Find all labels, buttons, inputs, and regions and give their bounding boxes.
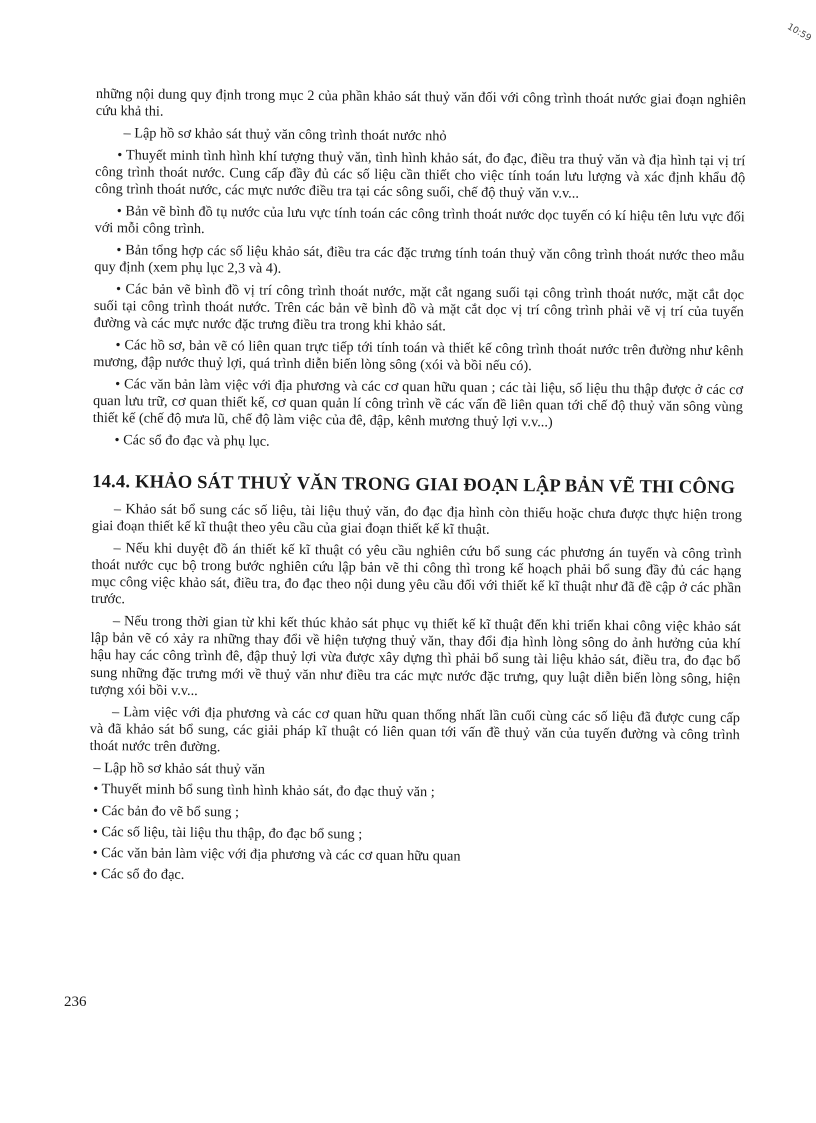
section1-item-4: • Các bản vẽ bình đồ vị trí công trình thoát nước, mặt cắt ngang suối tại công trình thoát nước, mặt cắt dọc suối tại công trình thoát nước. Trên các bản vẽ bình đồ và mặt cắt dọc vị trí công trình phải vẽ vị trí của tuyến đường và các mực nước đặc trưng điều tra trong khi khảo sát. [93,280,745,335]
page-number: 236 [64,994,87,1010]
list-item: • Các bản đo vẽ bổ sung ; [92,802,240,821]
section2-paragraph-1: – Khảo sát bổ sung các số liệu, tài liệu thuỷ văn, đo đạc địa hình còn thiếu hoặc chưa được thực hiện trong giai đoạn thiết kế kĩ thuật theo yêu cầu của giai đoạn thiết kế kĩ thuật. [91,501,742,538]
section2-list [88,781,739,889]
section1-item-5: • Các hồ sơ, bản vẽ có liên quan trực tiếp tới tính toán và thiết kế công trình thoát nước trên đường như kênh mương, đập nước thuỷ lợi, quá trình diễn biến lòng sông (xói và bồi nếu có). [93,336,744,375]
corner-mark: 10:59 [785,22,813,44]
section2-paragraph-4: – Làm việc với địa phương và các cơ quan hữu quan thống nhất lần cuối cùng các số liệu đã được cung cấp và đã khảo sát bổ sung, các giải pháp kĩ thuật có liên quan tới vấn đề thuỷ văn của tuyến đường và công trình thoát nước trên đường. [89,703,741,756]
list-item: • Thuyết minh bổ sung tình hình khảo sát, đo đạc thuỷ văn ; [93,781,435,801]
section-heading: 14.4. KHẢO SÁT THUỶ VĂN TRONG GIAI ĐOẠN LẬP BẢN VẼ THI CÔNG [92,471,736,499]
section1-item-3: • Bản tổng hợp các số liệu khảo sát, điều tra các đặc trưng tính toán thuỷ văn công trình thoát nước theo mẫu quy định (xem phụ lục 2,3 và 4). [94,241,745,277]
section1-item-1: • Thuyết minh tình hình khí tượng thuỷ văn, tình hình khảo sát, đo đạc, điều tra thuỷ văn và địa hình tại vị trí công trình thoát nước. Cung cấp đầy đủ các số liệu cần thiết cho việc tính toán lưu lượng và xác định khẩu độ công trình thoát nước, các mực nước điều tra tại các sông suối, chế độ thuỷ văn v.v... [94,146,746,202]
section2-paragraph-3: – Nếu trong thời gian từ khi kết thúc khảo sát phục vụ thiết kế kĩ thuật đến khi triển khai công việc khảo sát lập bản vẽ có xảy ra những thay đổi về hiện tượng thuỷ văn, thay đổi địa hình lòng sông do ảnh hưởng của khí hậu hay các công trình đê, đập thuỷ lợi vừa được xây dựng thì phải bổ sung tài liệu khảo sát, điều tra, đo đạc bổ sung những đặc trưng mới về thuỷ văn như điều tra các mực nước đặc trưng, quy luật diễn biến lòng sông, hiện tượng xói bồi v.v... [90,613,741,699]
list-item: • Các số liệu, tài liệu thu thập, đo đạc bổ sung ; [92,823,363,843]
page-content [88,86,746,894]
section1-item-6: • Các văn bản làm việc với địa phương và các cơ quan hữu quan ; các tài liệu, số liệu thu thập được ở các cơ quan lưu trữ, cơ quan thiết kế, cơ quan quản lí công trình về các vấn đề liên quan tới chế độ thuỷ văn sông vùng thiết kế (chế độ mưa lũ, chế độ làm việc của đê, đập, kênh mương thuỷ lợi v.v...) [92,375,744,431]
intro-paragraph: những nội dung quy định trong mục 2 của phần khảo sát thuỷ văn đối với công trình thoát nước giai đoạn nghiên cứu khả thi. [95,86,746,120]
section1-item-7: • Các sổ đo đạc và phụ lục. [114,431,270,450]
section1-title: – Lập hồ sơ khảo sát thuỷ văn công trình thoát nước nhỏ [123,125,447,145]
section1-item-2: • Bản vẽ bình đồ tụ nước của lưu vực tính toán các công trình thoát nước dọc tuyến có kí hiệu tên lưu vực đối với mỗi công trình. [94,202,745,237]
list-item: • Các sổ đo đạc. [92,866,185,884]
list-item: • Các văn bản làm việc với địa phương và các cơ quan hữu quan [92,845,461,865]
section2-list-title: – Lập hồ sơ khảo sát thuỷ văn [93,759,266,778]
section2-paragraph-2: – Nếu khi duyệt đồ án thiết kế kĩ thuật có yêu cầu nghiên cứu bổ sung các phương án tuyến và công trình thoát nước cục bộ trong bước nghiên cứu lập bản vẽ thi công thì trong kế hoạch phải bổ sung đầy đủ các hạng mục công việc khảo sát, điều tra, đo đạc theo nội dung yêu cầu đối với thiết kế kĩ thuật như đã đề cập ở các phần trước. [90,539,742,608]
